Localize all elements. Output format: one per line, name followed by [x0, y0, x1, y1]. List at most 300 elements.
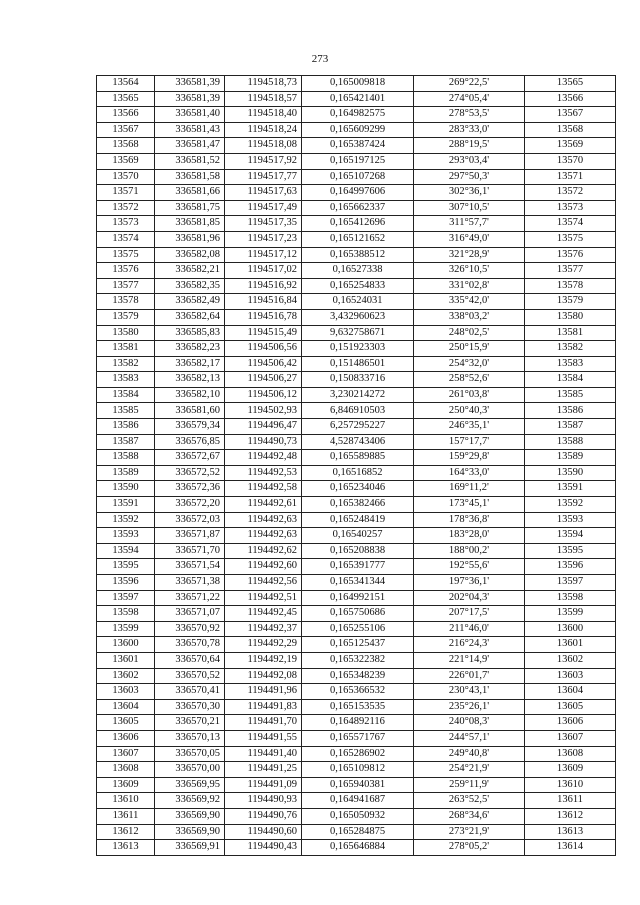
next-point-number-cell: 13591	[525, 481, 616, 497]
point-number-cell: 13592	[97, 512, 155, 528]
bearing-cell: 302°36,1'	[414, 185, 525, 201]
table-row	[97, 76, 616, 92]
x-coordinate-cell: 336582,17	[155, 356, 225, 372]
y-coordinate-cell: 1194516,92	[225, 278, 302, 294]
table-row	[97, 153, 616, 169]
point-number-cell: 13590	[97, 481, 155, 497]
table-row	[97, 231, 616, 247]
distance-cell: 0,165387424	[302, 138, 414, 154]
point-number-cell: 13574	[97, 231, 155, 247]
next-point-number-cell: 13582	[525, 341, 616, 357]
next-point-number-cell: 13613	[525, 824, 616, 840]
y-coordinate-cell: 1194518,57	[225, 91, 302, 107]
distance-cell: 0,165662337	[302, 200, 414, 216]
distance-cell: 0,165940381	[302, 777, 414, 793]
bearing-cell: 326°10,5'	[414, 263, 525, 279]
bearing-cell: 169°11,2'	[414, 481, 525, 497]
bearing-cell: 178°36,8'	[414, 512, 525, 528]
bearing-cell: 250°40,3'	[414, 403, 525, 419]
y-coordinate-cell: 1194518,73	[225, 76, 302, 92]
y-coordinate-cell: 1194492,51	[225, 590, 302, 606]
next-point-number-cell: 13596	[525, 559, 616, 575]
y-coordinate-cell: 1194492,48	[225, 450, 302, 466]
distance-cell: 0,165107268	[302, 169, 414, 185]
point-number-cell: 13612	[97, 824, 155, 840]
point-number-cell: 13605	[97, 715, 155, 731]
point-number-cell: 13583	[97, 372, 155, 388]
table-row	[97, 107, 616, 123]
x-coordinate-cell: 336572,52	[155, 465, 225, 481]
point-number-cell: 13603	[97, 684, 155, 700]
distance-cell: 0,165412696	[302, 216, 414, 232]
next-point-number-cell: 13579	[525, 294, 616, 310]
distance-cell: 0,165609299	[302, 122, 414, 138]
next-point-number-cell: 13566	[525, 91, 616, 107]
table-row	[97, 450, 616, 466]
y-coordinate-cell: 1194492,29	[225, 637, 302, 653]
table-row	[97, 200, 616, 216]
point-number-cell: 13585	[97, 403, 155, 419]
point-number-cell: 13565	[97, 91, 155, 107]
y-coordinate-cell: 1194492,63	[225, 512, 302, 528]
point-number-cell: 13600	[97, 637, 155, 653]
distance-cell: 0,165421401	[302, 91, 414, 107]
x-coordinate-cell: 336570,30	[155, 699, 225, 715]
x-coordinate-cell: 336570,13	[155, 730, 225, 746]
next-point-number-cell: 13599	[525, 606, 616, 622]
distance-cell: 0,165248419	[302, 512, 414, 528]
x-coordinate-cell: 336581,96	[155, 231, 225, 247]
y-coordinate-cell: 1194491,83	[225, 699, 302, 715]
table-row	[97, 621, 616, 637]
y-coordinate-cell: 1194517,02	[225, 263, 302, 279]
x-coordinate-cell: 336581,52	[155, 153, 225, 169]
next-point-number-cell: 13584	[525, 372, 616, 388]
bearing-cell: 244°57,1'	[414, 730, 525, 746]
point-number-cell: 13602	[97, 668, 155, 684]
table-row	[97, 185, 616, 201]
next-point-number-cell: 13601	[525, 637, 616, 653]
point-number-cell: 13593	[97, 528, 155, 544]
x-coordinate-cell: 336572,67	[155, 450, 225, 466]
distance-cell: 0,165109812	[302, 762, 414, 778]
distance-cell: 0,165391777	[302, 559, 414, 575]
x-coordinate-cell: 336582,35	[155, 278, 225, 294]
bearing-cell: 192°55,6'	[414, 559, 525, 575]
distance-cell: 0,151923303	[302, 341, 414, 357]
distance-cell: 0,165208838	[302, 543, 414, 559]
table-row	[97, 341, 616, 357]
point-number-cell: 13591	[97, 497, 155, 513]
next-point-number-cell: 13594	[525, 528, 616, 544]
distance-cell: 0,164997606	[302, 185, 414, 201]
table-row	[97, 387, 616, 403]
bearing-cell: 307°10,5'	[414, 200, 525, 216]
bearing-cell: 269°22,5'	[414, 76, 525, 92]
bearing-cell: 254°21,9'	[414, 762, 525, 778]
x-coordinate-cell: 336582,13	[155, 372, 225, 388]
point-number-cell: 13567	[97, 122, 155, 138]
y-coordinate-cell: 1194490,76	[225, 808, 302, 824]
distance-cell: 0,165125437	[302, 637, 414, 653]
next-point-number-cell: 13588	[525, 434, 616, 450]
x-coordinate-cell: 336570,21	[155, 715, 225, 731]
distance-cell: 0,165589885	[302, 450, 414, 466]
next-point-number-cell: 13604	[525, 684, 616, 700]
x-coordinate-cell: 336570,64	[155, 652, 225, 668]
distance-cell: 0,165009818	[302, 76, 414, 92]
y-coordinate-cell: 1194516,78	[225, 309, 302, 325]
point-number-cell: 13598	[97, 606, 155, 622]
x-coordinate-cell: 336570,52	[155, 668, 225, 684]
table-row	[97, 419, 616, 435]
x-coordinate-cell: 336571,07	[155, 606, 225, 622]
next-point-number-cell: 13590	[525, 465, 616, 481]
bearing-cell: 226°01,7'	[414, 668, 525, 684]
x-coordinate-cell: 336581,66	[155, 185, 225, 201]
distance-cell: 0,165286902	[302, 746, 414, 762]
y-coordinate-cell: 1194491,40	[225, 746, 302, 762]
y-coordinate-cell: 1194491,25	[225, 762, 302, 778]
y-coordinate-cell: 1194492,37	[225, 621, 302, 637]
distance-cell: 0,164941687	[302, 793, 414, 809]
y-coordinate-cell: 1194492,08	[225, 668, 302, 684]
bearing-cell: 159°29,8'	[414, 450, 525, 466]
x-coordinate-cell: 336572,36	[155, 481, 225, 497]
distance-cell: 0,16516852	[302, 465, 414, 481]
point-number-cell: 13575	[97, 247, 155, 263]
table-row	[97, 715, 616, 731]
table-row	[97, 840, 616, 856]
point-number-cell: 13568	[97, 138, 155, 154]
point-number-cell: 13573	[97, 216, 155, 232]
distance-cell: 9,632758671	[302, 325, 414, 341]
y-coordinate-cell: 1194492,19	[225, 652, 302, 668]
coordinates-table	[96, 75, 616, 856]
y-coordinate-cell: 1194517,92	[225, 153, 302, 169]
next-point-number-cell: 13610	[525, 777, 616, 793]
table-row	[97, 575, 616, 591]
bearing-cell: 316°49,0'	[414, 231, 525, 247]
x-coordinate-cell: 336585,83	[155, 325, 225, 341]
distance-cell: 0,165646884	[302, 840, 414, 856]
x-coordinate-cell: 336569,92	[155, 793, 225, 809]
distance-cell: 0,16524031	[302, 294, 414, 310]
x-coordinate-cell: 336570,41	[155, 684, 225, 700]
bearing-cell: 258°52,6'	[414, 372, 525, 388]
bearing-cell: 173°45,1'	[414, 497, 525, 513]
y-coordinate-cell: 1194490,60	[225, 824, 302, 840]
y-coordinate-cell: 1194491,55	[225, 730, 302, 746]
table-row	[97, 278, 616, 294]
table-row	[97, 559, 616, 575]
point-number-cell: 13577	[97, 278, 155, 294]
x-coordinate-cell: 336572,03	[155, 512, 225, 528]
y-coordinate-cell: 1194517,77	[225, 169, 302, 185]
point-number-cell: 13601	[97, 652, 155, 668]
y-coordinate-cell: 1194492,62	[225, 543, 302, 559]
point-number-cell: 13566	[97, 107, 155, 123]
point-number-cell: 13613	[97, 840, 155, 856]
next-point-number-cell: 13600	[525, 621, 616, 637]
bearing-cell: 250°15,9'	[414, 341, 525, 357]
table-row	[97, 793, 616, 809]
next-point-number-cell: 13592	[525, 497, 616, 513]
y-coordinate-cell: 1194517,63	[225, 185, 302, 201]
distance-cell: 0,165234046	[302, 481, 414, 497]
table-row	[97, 606, 616, 622]
next-point-number-cell: 13576	[525, 247, 616, 263]
table-row	[97, 263, 616, 279]
x-coordinate-cell: 336579,34	[155, 419, 225, 435]
point-number-cell: 13588	[97, 450, 155, 466]
point-number-cell: 13604	[97, 699, 155, 715]
x-coordinate-cell: 336571,38	[155, 575, 225, 591]
bearing-cell: 331°02,8'	[414, 278, 525, 294]
x-coordinate-cell: 336570,92	[155, 621, 225, 637]
next-point-number-cell: 13595	[525, 543, 616, 559]
bearing-cell: 221°14,9'	[414, 652, 525, 668]
table-row	[97, 325, 616, 341]
distance-cell: 0,150833716	[302, 372, 414, 388]
x-coordinate-cell: 336569,91	[155, 840, 225, 856]
bearing-cell: 278°53,5'	[414, 107, 525, 123]
x-coordinate-cell: 336571,54	[155, 559, 225, 575]
y-coordinate-cell: 1194517,23	[225, 231, 302, 247]
bearing-cell: 207°17,5'	[414, 606, 525, 622]
next-point-number-cell: 13571	[525, 169, 616, 185]
bearing-cell: 273°21,9'	[414, 824, 525, 840]
x-coordinate-cell: 336582,21	[155, 263, 225, 279]
bearing-cell: 202°04,3'	[414, 590, 525, 606]
distance-cell: 0,151486501	[302, 356, 414, 372]
table-row	[97, 247, 616, 263]
table-row	[97, 481, 616, 497]
table-row	[97, 91, 616, 107]
x-coordinate-cell: 336581,85	[155, 216, 225, 232]
point-number-cell: 13576	[97, 263, 155, 279]
point-number-cell: 13610	[97, 793, 155, 809]
x-coordinate-cell: 336582,23	[155, 341, 225, 357]
y-coordinate-cell: 1194506,12	[225, 387, 302, 403]
point-number-cell: 13580	[97, 325, 155, 341]
distance-cell: 0,165050932	[302, 808, 414, 824]
bearing-cell: 246°35,1'	[414, 419, 525, 435]
point-number-cell: 13581	[97, 341, 155, 357]
next-point-number-cell: 13572	[525, 185, 616, 201]
distance-cell: 0,165197125	[302, 153, 414, 169]
x-coordinate-cell: 336571,22	[155, 590, 225, 606]
y-coordinate-cell: 1194490,93	[225, 793, 302, 809]
bearing-cell: 183°28,0'	[414, 528, 525, 544]
next-point-number-cell: 13565	[525, 76, 616, 92]
bearing-cell: 297°50,3'	[414, 169, 525, 185]
x-coordinate-cell: 336581,39	[155, 76, 225, 92]
next-point-number-cell: 13602	[525, 652, 616, 668]
y-coordinate-cell: 1194492,53	[225, 465, 302, 481]
table-row	[97, 169, 616, 185]
x-coordinate-cell: 336569,95	[155, 777, 225, 793]
x-coordinate-cell: 336582,08	[155, 247, 225, 263]
next-point-number-cell: 13578	[525, 278, 616, 294]
next-point-number-cell: 13598	[525, 590, 616, 606]
distance-cell: 0,165341344	[302, 575, 414, 591]
point-number-cell: 13586	[97, 419, 155, 435]
distance-cell: 0,165388512	[302, 247, 414, 263]
next-point-number-cell: 13608	[525, 746, 616, 762]
x-coordinate-cell: 336581,75	[155, 200, 225, 216]
bearing-cell: 288°19,5'	[414, 138, 525, 154]
distance-cell: 0,16540257	[302, 528, 414, 544]
table-row	[97, 434, 616, 450]
next-point-number-cell: 13607	[525, 730, 616, 746]
next-point-number-cell: 13568	[525, 122, 616, 138]
x-coordinate-cell: 336570,05	[155, 746, 225, 762]
next-point-number-cell: 13614	[525, 840, 616, 856]
distance-cell: 0,164992151	[302, 590, 414, 606]
distance-cell: 0,165750686	[302, 606, 414, 622]
bearing-cell: 311°57,7'	[414, 216, 525, 232]
point-number-cell: 13595	[97, 559, 155, 575]
point-number-cell: 13607	[97, 746, 155, 762]
distance-cell: 0,165366532	[302, 684, 414, 700]
distance-cell: 0,165153535	[302, 699, 414, 715]
y-coordinate-cell: 1194518,40	[225, 107, 302, 123]
table-row	[97, 746, 616, 762]
x-coordinate-cell: 336581,60	[155, 403, 225, 419]
distance-cell: 0,165254833	[302, 278, 414, 294]
y-coordinate-cell: 1194492,58	[225, 481, 302, 497]
point-number-cell: 13569	[97, 153, 155, 169]
x-coordinate-cell: 336571,70	[155, 543, 225, 559]
distance-cell: 0,16527338	[302, 263, 414, 279]
bearing-cell: 230°43,1'	[414, 684, 525, 700]
table-row	[97, 824, 616, 840]
bearing-cell: 274°05,4'	[414, 91, 525, 107]
distance-cell: 0,165382466	[302, 497, 414, 513]
bearing-cell: 157°17,7'	[414, 434, 525, 450]
y-coordinate-cell: 1194491,70	[225, 715, 302, 731]
y-coordinate-cell: 1194518,24	[225, 122, 302, 138]
y-coordinate-cell: 1194491,09	[225, 777, 302, 793]
next-point-number-cell: 13586	[525, 403, 616, 419]
bearing-cell: 248°02,5'	[414, 325, 525, 341]
next-point-number-cell: 13583	[525, 356, 616, 372]
distance-cell: 6,846910503	[302, 403, 414, 419]
x-coordinate-cell: 336572,20	[155, 497, 225, 513]
y-coordinate-cell: 1194518,08	[225, 138, 302, 154]
next-point-number-cell: 13567	[525, 107, 616, 123]
next-point-number-cell: 13589	[525, 450, 616, 466]
next-point-number-cell: 13585	[525, 387, 616, 403]
table-row	[97, 528, 616, 544]
next-point-number-cell: 13605	[525, 699, 616, 715]
next-point-number-cell: 13603	[525, 668, 616, 684]
y-coordinate-cell: 1194506,27	[225, 372, 302, 388]
bearing-cell: 216°24,3'	[414, 637, 525, 653]
table-row	[97, 590, 616, 606]
bearing-cell: 235°26,1'	[414, 699, 525, 715]
table-row	[97, 122, 616, 138]
point-number-cell: 13589	[97, 465, 155, 481]
bearing-cell: 249°40,8'	[414, 746, 525, 762]
x-coordinate-cell: 336571,87	[155, 528, 225, 544]
distance-cell: 0,165284875	[302, 824, 414, 840]
distance-cell: 6,257295227	[302, 419, 414, 435]
table-row	[97, 762, 616, 778]
y-coordinate-cell: 1194492,45	[225, 606, 302, 622]
next-point-number-cell: 13593	[525, 512, 616, 528]
distance-cell: 0,165255106	[302, 621, 414, 637]
bearing-cell: 259°11,9'	[414, 777, 525, 793]
y-coordinate-cell: 1194517,12	[225, 247, 302, 263]
y-coordinate-cell: 1194492,63	[225, 528, 302, 544]
y-coordinate-cell: 1194515,49	[225, 325, 302, 341]
distance-cell: 0,164982575	[302, 107, 414, 123]
bearing-cell: 197°36,1'	[414, 575, 525, 591]
y-coordinate-cell: 1194516,84	[225, 294, 302, 310]
x-coordinate-cell: 336570,00	[155, 762, 225, 778]
table-row	[97, 403, 616, 419]
next-point-number-cell: 13575	[525, 231, 616, 247]
y-coordinate-cell: 1194496,47	[225, 419, 302, 435]
distance-cell: 0,165322382	[302, 652, 414, 668]
next-point-number-cell: 13581	[525, 325, 616, 341]
y-coordinate-cell: 1194492,56	[225, 575, 302, 591]
point-number-cell: 13570	[97, 169, 155, 185]
x-coordinate-cell: 336581,39	[155, 91, 225, 107]
distance-cell: 3,432960623	[302, 309, 414, 325]
point-number-cell: 13606	[97, 730, 155, 746]
x-coordinate-cell: 336582,10	[155, 387, 225, 403]
table-row	[97, 356, 616, 372]
next-point-number-cell: 13574	[525, 216, 616, 232]
table-row	[97, 652, 616, 668]
table-row	[97, 512, 616, 528]
point-number-cell: 13597	[97, 590, 155, 606]
next-point-number-cell: 13587	[525, 419, 616, 435]
x-coordinate-cell: 336576,85	[155, 434, 225, 450]
table-row	[97, 637, 616, 653]
bearing-cell: 261°03,8'	[414, 387, 525, 403]
table-row	[97, 699, 616, 715]
bearing-cell: 254°32,0'	[414, 356, 525, 372]
y-coordinate-cell: 1194502,93	[225, 403, 302, 419]
table-row	[97, 668, 616, 684]
next-point-number-cell: 13570	[525, 153, 616, 169]
x-coordinate-cell: 336569,90	[155, 808, 225, 824]
point-number-cell: 13579	[97, 309, 155, 325]
y-coordinate-cell: 1194517,35	[225, 216, 302, 232]
table-row	[97, 497, 616, 513]
table-row	[97, 543, 616, 559]
distance-cell: 0,165121652	[302, 231, 414, 247]
distance-cell: 0,165571767	[302, 730, 414, 746]
point-number-cell: 13578	[97, 294, 155, 310]
table-row	[97, 309, 616, 325]
next-point-number-cell: 13609	[525, 762, 616, 778]
next-point-number-cell: 13606	[525, 715, 616, 731]
bearing-cell: 164°33,0'	[414, 465, 525, 481]
bearing-cell: 321°28,9'	[414, 247, 525, 263]
bearing-cell: 268°34,6'	[414, 808, 525, 824]
next-point-number-cell: 13569	[525, 138, 616, 154]
table-row	[97, 216, 616, 232]
bearing-cell: 335°42,0'	[414, 294, 525, 310]
y-coordinate-cell: 1194506,42	[225, 356, 302, 372]
point-number-cell: 13596	[97, 575, 155, 591]
x-coordinate-cell: 336569,90	[155, 824, 225, 840]
